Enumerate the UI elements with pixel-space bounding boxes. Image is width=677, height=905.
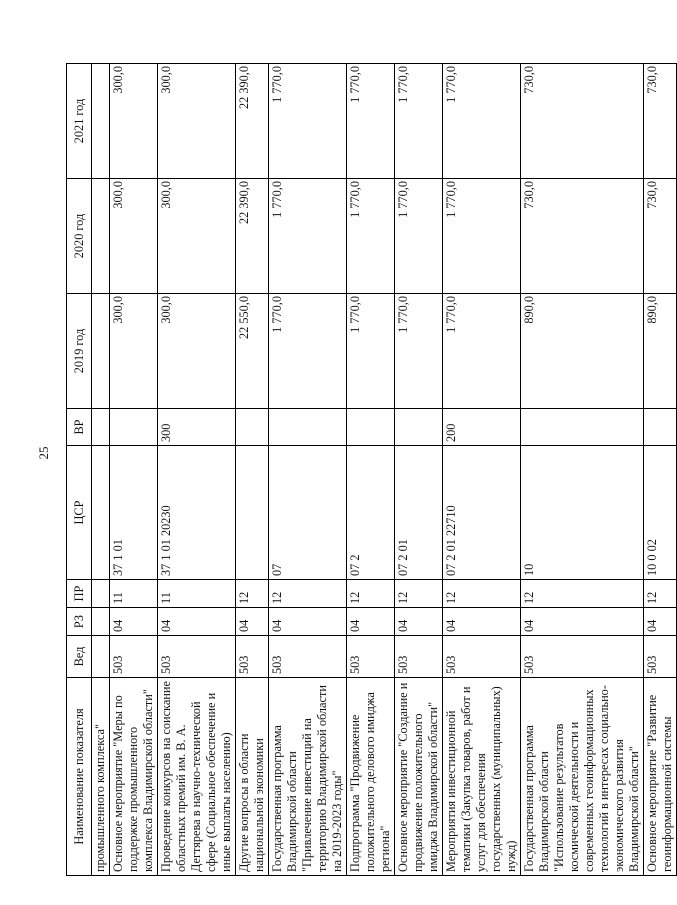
row-name: Проведение конкурсов на соискание областных премий им. В. А. Дегтярева в научно-технической сфере (Социальное обеспечение и иные выплаты населению)	[158, 678, 236, 876]
row-pr: 12	[521, 580, 644, 608]
row-rz: 04	[158, 608, 236, 636]
row-pr: 12	[347, 580, 395, 608]
row-ved: 503	[644, 636, 677, 678]
table-row	[443, 64, 521, 876]
table-row	[644, 64, 677, 876]
row-2020: 300,0	[158, 179, 236, 294]
row-vr	[644, 409, 677, 446]
row-csr: 07 2	[347, 446, 395, 580]
row-2020: 1 770,0	[443, 179, 521, 294]
row-vr	[92, 409, 110, 446]
row-ved: 503	[443, 636, 521, 678]
row-pr: 12	[644, 580, 677, 608]
row-ved: 503	[236, 636, 269, 678]
row-vr	[347, 409, 395, 446]
budget-table	[66, 63, 677, 876]
row-2021: 730,0	[521, 64, 644, 179]
table-row	[92, 64, 110, 876]
row-ved: 503	[395, 636, 443, 678]
row-2019: 22 550,0	[236, 294, 269, 409]
row-ved: 503	[110, 636, 158, 678]
table-row	[158, 64, 236, 876]
row-ved: 503	[521, 636, 644, 678]
column-header-vr: ВР	[67, 409, 92, 446]
row-name: Государственная программа Владимирской области "Привлечение инвестиций на территорию Владимирской области на 2019-2023 годы"	[269, 678, 347, 876]
row-vr	[236, 409, 269, 446]
row-rz	[92, 608, 110, 636]
row-2020: 1 770,0	[269, 179, 347, 294]
row-name: Основное мероприятие "Развитие геоинформационной системы	[644, 678, 677, 876]
row-rz: 04	[236, 608, 269, 636]
row-pr: 11	[110, 580, 158, 608]
row-csr: 10 0 02	[644, 446, 677, 580]
row-csr: 37 1 01 20230	[158, 446, 236, 580]
table-header-row	[67, 64, 92, 876]
row-name: Основное мероприятие "Создание и продвижение положительного имиджа Владимирской области"	[395, 678, 443, 876]
row-csr: 07	[269, 446, 347, 580]
row-name: Государственная программа Владимирской области "Использование результатов космической деятельности и современных геоинформационных технологий в интересах социально-экономического развития Владимирской области"	[521, 678, 644, 876]
row-2021: 730,0	[644, 64, 677, 179]
row-pr: 12	[443, 580, 521, 608]
row-pr: 12	[269, 580, 347, 608]
row-2019: 300,0	[110, 294, 158, 409]
row-csr: 07 2 01	[395, 446, 443, 580]
row-2021: 1 770,0	[395, 64, 443, 179]
row-csr: 07 2 01 22710	[443, 446, 521, 580]
table-row	[269, 64, 347, 876]
budget-table-container	[66, 64, 674, 876]
column-header-2021: 2021 год	[67, 64, 92, 179]
row-2021: 1 770,0	[443, 64, 521, 179]
row-2020: 22 390,0	[236, 179, 269, 294]
row-vr	[521, 409, 644, 446]
column-header-ved: Вед	[67, 636, 92, 678]
row-rz: 04	[347, 608, 395, 636]
row-ved: 503	[158, 636, 236, 678]
row-csr: 10	[521, 446, 644, 580]
row-2019: 890,0	[521, 294, 644, 409]
column-header-name: Наименование показателя	[67, 678, 92, 876]
row-2020: 1 770,0	[347, 179, 395, 294]
row-vr: 300	[158, 409, 236, 446]
row-2019: 1 770,0	[443, 294, 521, 409]
row-2020: 730,0	[521, 179, 644, 294]
row-ved: 503	[269, 636, 347, 678]
page-number: 25	[36, 446, 51, 460]
table-row	[395, 64, 443, 876]
row-rz: 04	[395, 608, 443, 636]
column-header-2020: 2020 год	[67, 179, 92, 294]
row-rz: 04	[269, 608, 347, 636]
column-header-csr: ЦСР	[67, 446, 92, 580]
row-ved	[92, 636, 110, 678]
row-csr	[236, 446, 269, 580]
row-2019: 1 770,0	[269, 294, 347, 409]
row-ved: 503	[347, 636, 395, 678]
row-rz: 04	[443, 608, 521, 636]
row-vr	[110, 409, 158, 446]
row-rz: 04	[110, 608, 158, 636]
row-name: Другие вопросы в области национальной экономики	[236, 678, 269, 876]
row-rz: 04	[644, 608, 677, 636]
table-row	[110, 64, 158, 876]
row-2019: 300,0	[158, 294, 236, 409]
row-2019: 890,0	[644, 294, 677, 409]
row-2020: 1 770,0	[395, 179, 443, 294]
row-2020	[92, 179, 110, 294]
row-2021: 300,0	[110, 64, 158, 179]
row-vr	[395, 409, 443, 446]
row-csr: 37 1 01	[110, 446, 158, 580]
row-vr: 200	[443, 409, 521, 446]
row-2021	[92, 64, 110, 179]
row-2019: 1 770,0	[347, 294, 395, 409]
table-row	[347, 64, 395, 876]
row-2020: 730,0	[644, 179, 677, 294]
row-2021: 1 770,0	[269, 64, 347, 179]
table-row	[236, 64, 269, 876]
row-2020: 300,0	[110, 179, 158, 294]
row-2019	[92, 294, 110, 409]
row-csr	[92, 446, 110, 580]
row-vr	[269, 409, 347, 446]
row-name: Подпрограмма "Продвижение положительного делового имиджа региона"	[347, 678, 395, 876]
column-header-2019: 2019 год	[67, 294, 92, 409]
row-name: Мероприятия инвестиционной тематики (Закупка товаров, работ и услуг для обеспечения государственных (муниципальных) нужд)	[443, 678, 521, 876]
row-name: промышленного комплекса"	[92, 678, 110, 876]
row-2021: 300,0	[158, 64, 236, 179]
column-header-pr: ПР	[67, 580, 92, 608]
row-rz: 04	[521, 608, 644, 636]
row-pr	[92, 580, 110, 608]
row-pr: 12	[236, 580, 269, 608]
row-name: Основное мероприятие "Меры по поддержке промышленного комплекса Владимирской области"	[110, 678, 158, 876]
table-row	[521, 64, 644, 876]
row-2019: 1 770,0	[395, 294, 443, 409]
row-2021: 1 770,0	[347, 64, 395, 179]
column-header-rz: РЗ	[67, 608, 92, 636]
row-pr: 11	[158, 580, 236, 608]
row-pr: 12	[395, 580, 443, 608]
row-2021: 22 390,0	[236, 64, 269, 179]
